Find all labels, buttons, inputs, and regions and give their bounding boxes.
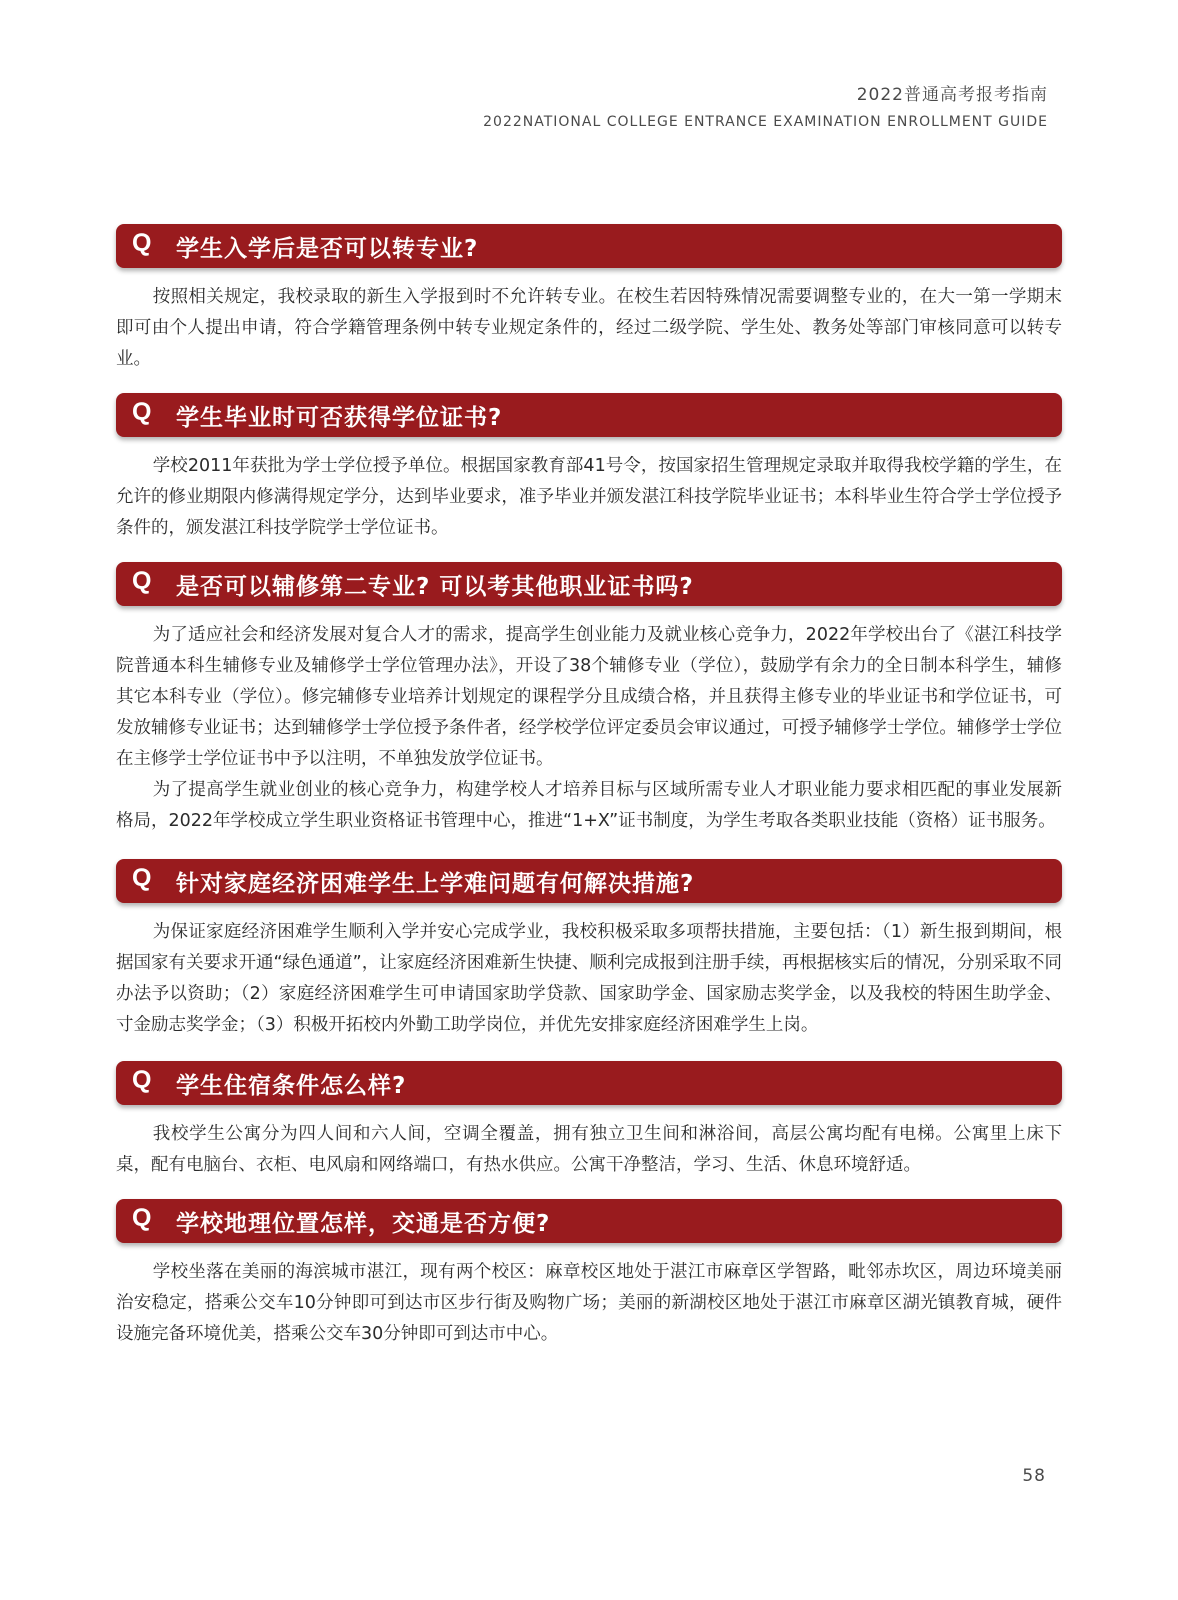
q-icon: Q [132, 229, 152, 257]
q-icon: Q [132, 864, 152, 892]
answer-text [116, 268, 1062, 375]
answer-paragraph: 为了提高学生就业创业的核心竞争力，构建学校人才培养目标与区域所需专业人才职业能力要求相匹配的事业发展新格局，2022年学校成立学生职业资格证书管理中心，推进“1+X”证书制度，为学生考取各类职业技能（资格）证书服务。 [116, 780, 1062, 831]
question-text: 学校地理位置怎样，交通是否方便? [176, 1210, 551, 1237]
q-icon: Q [132, 398, 152, 426]
answer-paragraph: 我校学生公寓分为四人间和六人间，空调全覆盖，拥有独立卫生间和淋浴间，高层公寓均配有电梯。公寓里上床下桌，配有电脑台、衣柜、电风扇和网络端口，有热水供应。公寓干净整洁，学习、生活、休息环境舒适。 [116, 1124, 1062, 1175]
qa-section-minor-major [116, 562, 1062, 837]
question-bar [116, 224, 1062, 268]
guide-title-cn: 2022普通高考报考指南 [856, 85, 1048, 105]
question-bar [116, 562, 1062, 606]
question-text: 学生入学后是否可以转专业? [176, 235, 479, 262]
question-text: 针对家庭经济困难学生上学难问题有何解决措施? [176, 870, 695, 897]
qa-section-financial-aid [116, 859, 1062, 1041]
answer-text [116, 606, 1062, 837]
page-number: 58 [1022, 1466, 1046, 1486]
question-text: 学生毕业时可否获得学位证书? [176, 404, 503, 431]
qa-section-transfer-major [116, 224, 1062, 375]
answer-text [116, 1105, 1062, 1181]
question-text: 学生住宿条件怎么样? [176, 1072, 407, 1099]
page-header [483, 84, 1048, 132]
q-icon: Q [132, 1204, 152, 1232]
guide-title-en: 2022NATIONAL COLLEGE ENTRANCE EXAMINATION ENROLLMENT GUIDE [483, 114, 1048, 130]
question-text: 是否可以辅修第二专业? 可以考其他职业证书吗? [176, 573, 694, 600]
question-bar [116, 393, 1062, 437]
answer-paragraph: 按照相关规定，我校录取的新生入学报到时不允许转专业。在校生若因特殊情况需要调整专业的，在大一第一学期末即可由个人提出申请，符合学籍管理条例中转专业规定条件的，经过二级学院、学生处、教务处等部门审核同意可以转专业。 [116, 287, 1062, 369]
qa-section-dormitory [116, 1061, 1062, 1181]
answer-text [116, 437, 1062, 544]
q-icon: Q [132, 567, 152, 595]
qa-section-location [116, 1199, 1062, 1350]
answer-text [116, 903, 1062, 1041]
question-bar [116, 1199, 1062, 1243]
answer-text [116, 1243, 1062, 1350]
q-icon: Q [132, 1066, 152, 1094]
question-bar [116, 859, 1062, 903]
answer-paragraph: 学校2011年获批为学士学位授予单位。根据国家教育部41号令，按国家招生管理规定录取并取得我校学籍的学生，在允许的修业期限内修满得规定学分，达到毕业要求，准予毕业并颁发湛江科技学院毕业证书；本科毕业生符合学士学位授予条件的，颁发湛江科技学院学士学位证书。 [116, 456, 1062, 538]
answer-paragraph: 为了适应社会和经济发展对复合人才的需求，提高学生创业能力及就业核心竞争力，2022年学校出台了《湛江科技学院普通本科生辅修专业及辅修学士学位管理办法》，开设了38个辅修专业（学位），鼓励学有余力的全日制本科学生，辅修其它本科专业（学位）。修完辅修专业培养计划规定的课程学分且成绩合格，并且获得主修专业的毕业证书和学位证书，可发放辅修专业证书；达到辅修学士学位授予条件者，经学校学位评定委员会审议通过，可授予辅修学士学位。辅修学士学位在主修学士学位证书中予以注明，不单独发放学位证书。 [116, 625, 1062, 769]
qa-content [116, 224, 1062, 1350]
question-bar [116, 1061, 1062, 1105]
answer-paragraph: 为保证家庭经济困难学生顺利入学并安心完成学业，我校积极采取多项帮扶措施，主要包括：（1）新生报到期间，根据国家有关要求开通“绿色通道”，让家庭经济困难新生快捷、顺利完成报到注册手续，再根据核实后的情况，分别采取不同办法予以资助；（2）家庭经济困难学生可申请国家助学贷款、国家助学金、国家励志奖学金，以及我校的特困生助学金、寸金励志奖学金；（3）积极开拓校内外勤工助学岗位，并优先安排家庭经济困难学生上岗。 [116, 922, 1062, 1035]
qa-section-degree-certificate [116, 393, 1062, 544]
answer-paragraph: 学校坐落在美丽的海滨城市湛江，现有两个校区：麻章校区地处于湛江市麻章区学智路，毗邻赤坎区，周边环境美丽治安稳定，搭乘公交车10分钟即可到达市区步行街及购物广场；美丽的新湖校区地处于湛江市麻章区湖光镇教育城，硬件设施完备环境优美，搭乘公交车30分钟即可到达市中心。 [116, 1262, 1062, 1344]
